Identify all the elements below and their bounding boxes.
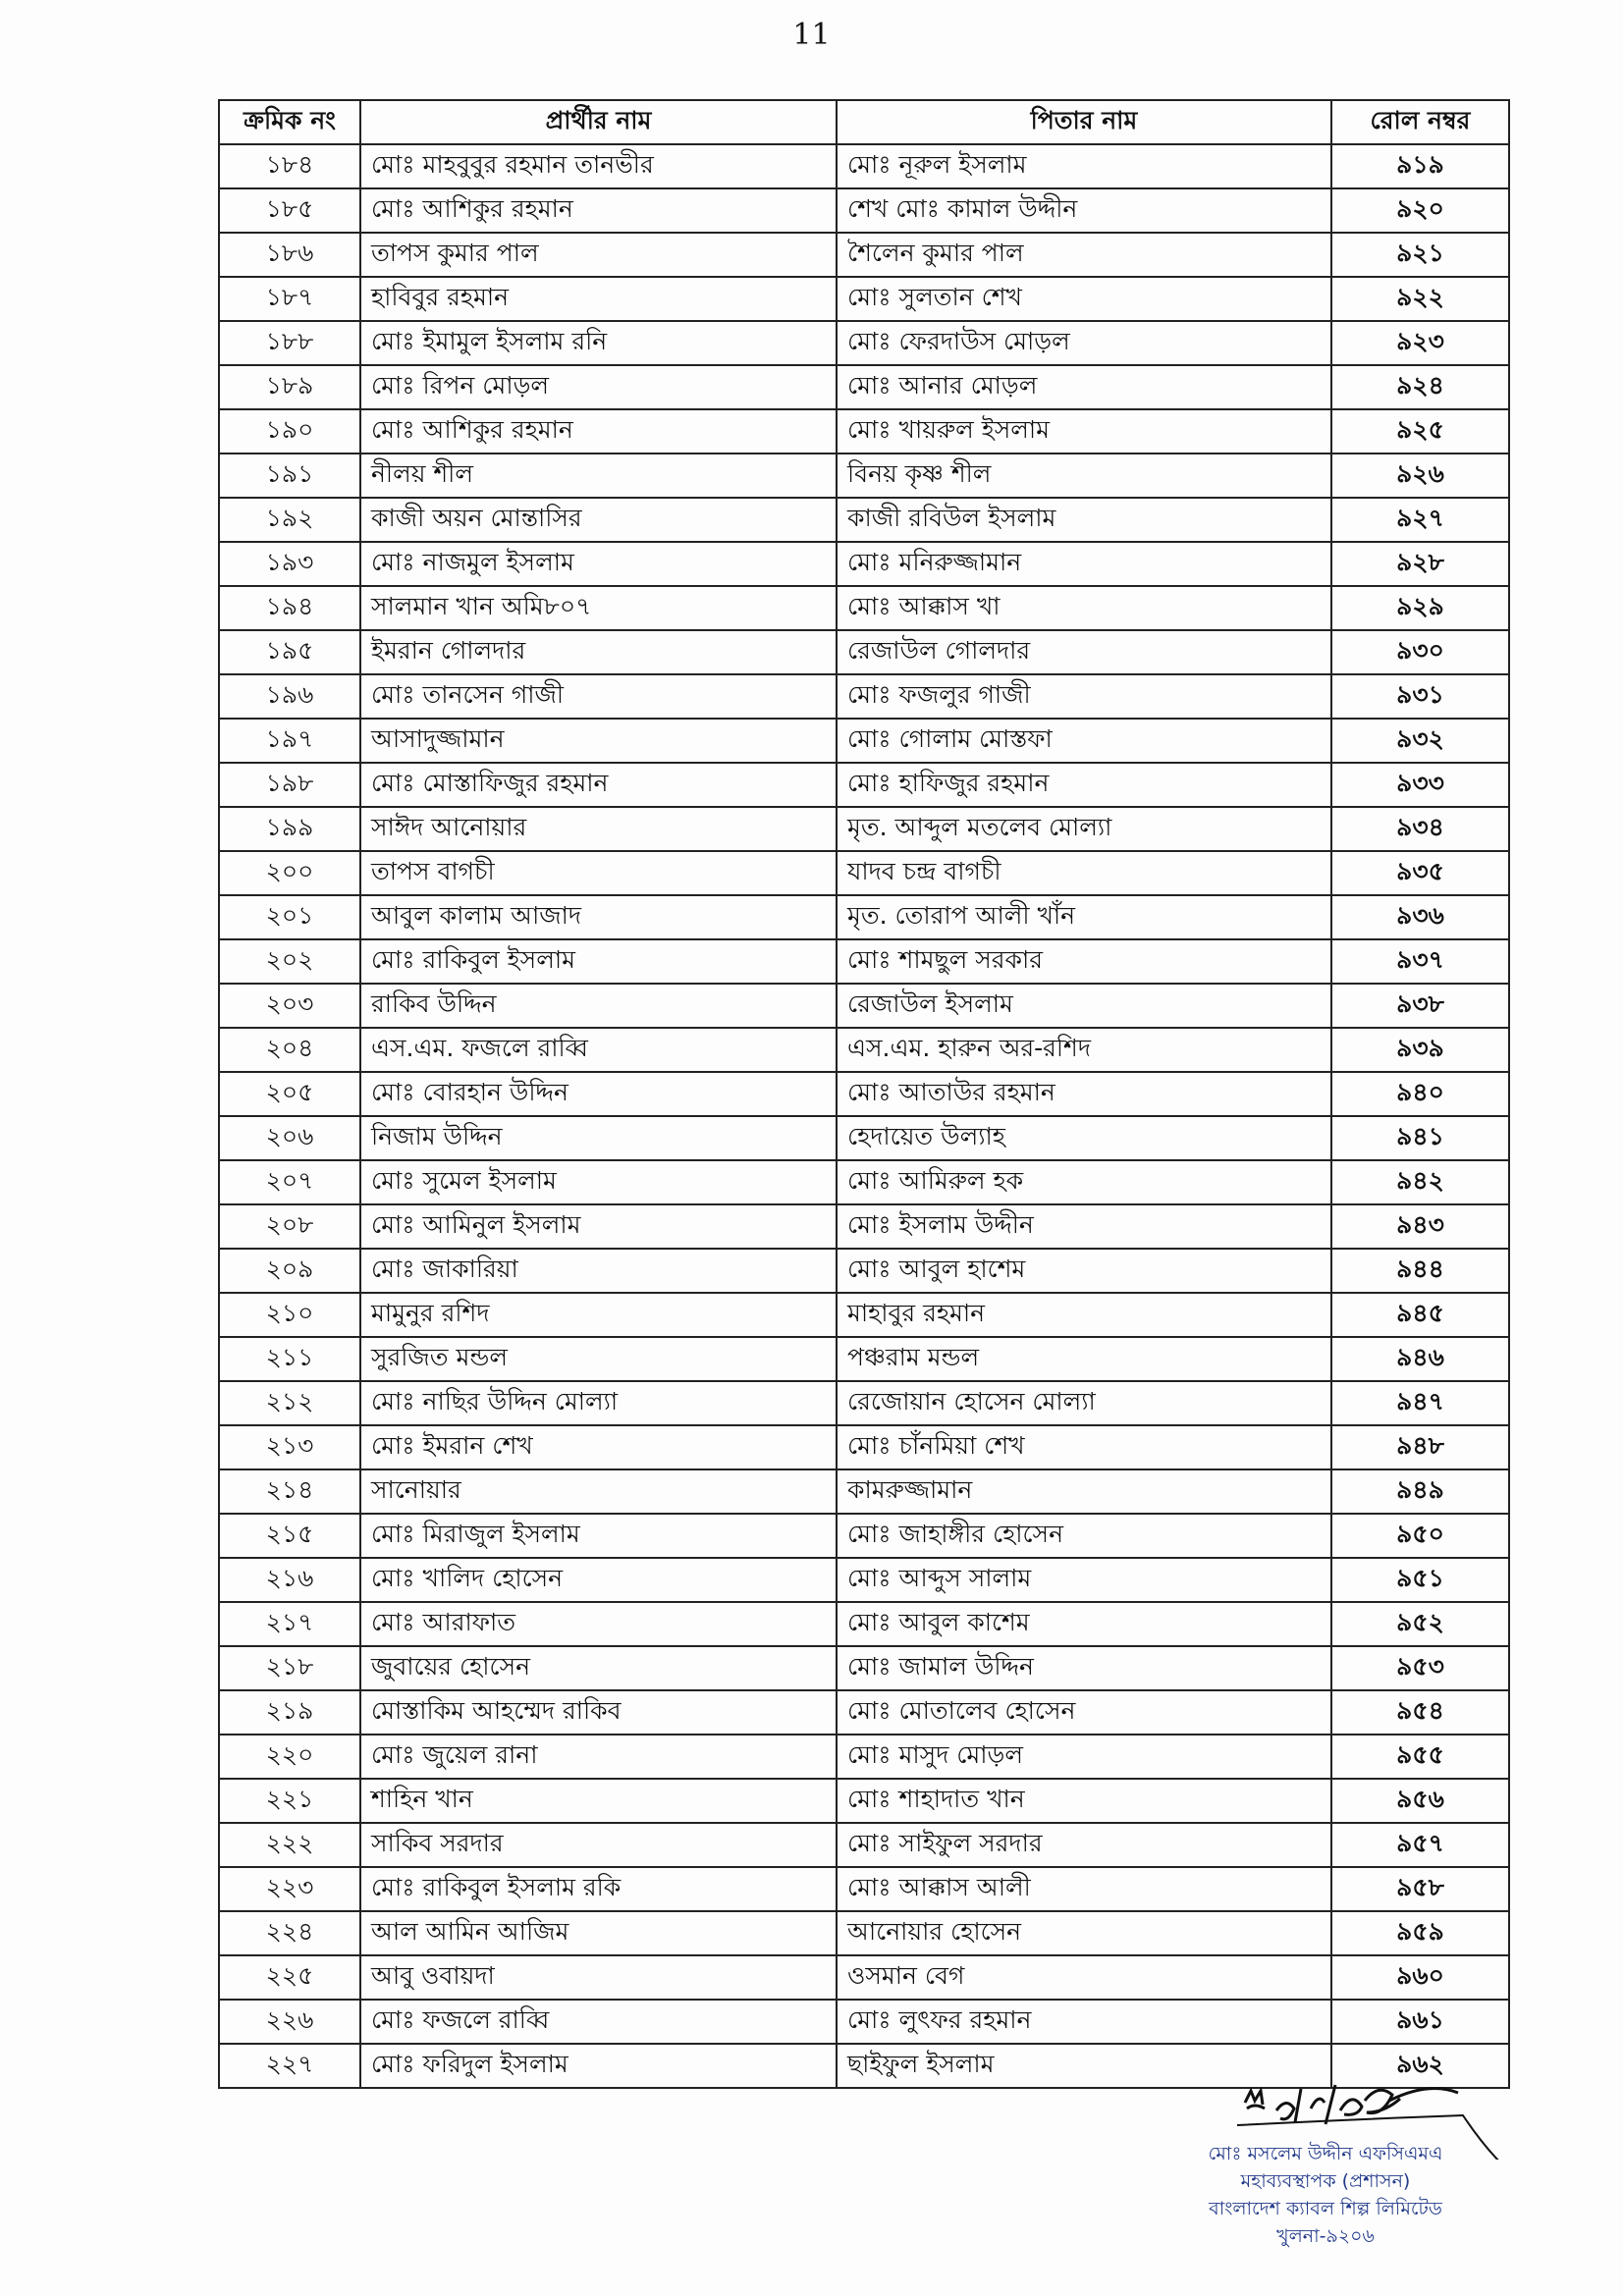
cell-father-name: শৈলেন কুমার পাল: [837, 233, 1331, 277]
cell-serial: ১৮৫: [219, 188, 360, 233]
cell-roll-number: ৯৪০: [1331, 1072, 1509, 1116]
cell-roll-number: ৯৫১: [1331, 1558, 1509, 1602]
cell-father-name: মাহাবুর রহমান: [837, 1293, 1331, 1337]
cell-serial: ২০৯: [219, 1249, 360, 1293]
cell-father-name: মোঃ সুলতান শেখ: [837, 277, 1331, 321]
cell-roll-number: ৯৪৫: [1331, 1293, 1509, 1337]
table-row: [219, 409, 1509, 454]
cell-serial: ১৯২: [219, 498, 360, 542]
cell-candidate-name: মোঃ আশিকুর রহমান: [360, 188, 837, 233]
table-row: [219, 763, 1509, 807]
cell-serial: ২০১: [219, 895, 360, 939]
table-row: [219, 1469, 1509, 1514]
cell-roll-number: ৯৫৩: [1331, 1646, 1509, 1690]
page-number: 11: [792, 18, 831, 52]
signature-block: [1129, 2071, 1542, 2277]
cell-candidate-name: মোঃ সুমেল ইসলাম: [360, 1160, 837, 1204]
table-body: [219, 144, 1509, 2088]
cell-serial: ২০৪: [219, 1028, 360, 1072]
cell-roll-number: ৯৩৭: [1331, 939, 1509, 984]
cell-roll-number: ৯৩৬: [1331, 895, 1509, 939]
cell-serial: ১৯৮: [219, 763, 360, 807]
cell-father-name: কামরুজ্জামান: [837, 1469, 1331, 1514]
cell-serial: ২১৬: [219, 1558, 360, 1602]
table-row: [219, 1514, 1509, 1558]
cell-father-name: ওসমান বেগ: [837, 1955, 1331, 2000]
cell-father-name: যাদব চন্দ্র বাগচী: [837, 851, 1331, 895]
cell-candidate-name: তাপস বাগচী: [360, 851, 837, 895]
cell-candidate-name: মোঃ আশিকুর রহমান: [360, 409, 837, 454]
cell-serial: ২২৪: [219, 1911, 360, 1955]
cell-candidate-name: মোঃ রিপন মোড়ল: [360, 365, 837, 409]
cell-roll-number: ৯৪৪: [1331, 1249, 1509, 1293]
cell-candidate-name: সাকিব সরদার: [360, 1823, 837, 1867]
stamp-designation: মহাব্যবস্থাপক (প্রশাসন): [1240, 2170, 1411, 2192]
cell-father-name: কাজী রবিউল ইসলাম: [837, 498, 1331, 542]
cell-candidate-name: মোঃ খালিদ হোসেন: [360, 1558, 837, 1602]
cell-serial: ২১৪: [219, 1469, 360, 1514]
cell-roll-number: ৯৪৩: [1331, 1204, 1509, 1249]
table-row: [219, 1867, 1509, 1911]
cell-candidate-name: কাজী অয়ন মোন্তাসির: [360, 498, 837, 542]
cell-roll-number: ৯৬০: [1331, 1955, 1509, 2000]
cell-roll-number: ৯৩৪: [1331, 807, 1509, 851]
cell-serial: ২০০: [219, 851, 360, 895]
cell-roll-number: ৯২০: [1331, 188, 1509, 233]
cell-father-name: মোঃ আতাউর রহমান: [837, 1072, 1331, 1116]
cell-father-name: মোঃ জাহাঙ্গীর হোসেন: [837, 1514, 1331, 1558]
cell-serial: ২২২: [219, 1823, 360, 1867]
cell-father-name: মোঃ আনার মোড়ল: [837, 365, 1331, 409]
table-row: [219, 1823, 1509, 1867]
cell-candidate-name: ইমরান গোলদার: [360, 630, 837, 674]
cell-father-name: মোঃ জামাল উদ্দিন: [837, 1646, 1331, 1690]
cell-roll-number: ৯২৩: [1331, 321, 1509, 365]
cell-candidate-name: শাহিন খান: [360, 1779, 837, 1823]
cell-father-name: মোঃ ফজলুর গাজী: [837, 674, 1331, 719]
cell-father-name: মোঃ শাহাদাত খান: [837, 1779, 1331, 1823]
cell-father-name: মোঃ হাফিজুর রহমান: [837, 763, 1331, 807]
table-row: [219, 851, 1509, 895]
cell-father-name: এস.এম. হারুন অর-রশিদ: [837, 1028, 1331, 1072]
cell-father-name: মোঃ মনিরুজ্জামান: [837, 542, 1331, 586]
cell-candidate-name: মোঃ মাহবুবুর রহমান তানভীর: [360, 144, 837, 188]
cell-candidate-name: রাকিব উদ্দিন: [360, 984, 837, 1028]
table-row: [219, 719, 1509, 763]
cell-roll-number: ৯৫৮: [1331, 1867, 1509, 1911]
cell-candidate-name: মোঃ মিরাজুল ইসলাম: [360, 1514, 837, 1558]
cell-candidate-name: মামুনুর রশিদ: [360, 1293, 837, 1337]
cell-serial: ১৯৭: [219, 719, 360, 763]
cell-serial: ২১১: [219, 1337, 360, 1381]
cell-father-name: মোঃ খায়রুল ইসলাম: [837, 409, 1331, 454]
cell-roll-number: ৯৩০: [1331, 630, 1509, 674]
table-row: [219, 807, 1509, 851]
table-header-row: [219, 100, 1509, 144]
cell-serial: ১৯১: [219, 454, 360, 498]
table-row: [219, 144, 1509, 188]
cell-candidate-name: মোঃ রাকিবুল ইসলাম: [360, 939, 837, 984]
table-row: [219, 1911, 1509, 1955]
cell-serial: ২২৫: [219, 1955, 360, 2000]
cell-serial: ১৯৩: [219, 542, 360, 586]
cell-father-name: মোঃ শামছুল সরকার: [837, 939, 1331, 984]
cell-roll-number: ৯৫৬: [1331, 1779, 1509, 1823]
table-row: [219, 984, 1509, 1028]
cell-serial: ২২১: [219, 1779, 360, 1823]
cell-candidate-name: মোঃ তানসেন গাজী: [360, 674, 837, 719]
table-row: [219, 1690, 1509, 1735]
cell-serial: ২১২: [219, 1381, 360, 1425]
table-row: [219, 630, 1509, 674]
table-row: [219, 1204, 1509, 1249]
cell-father-name: ছাইফুল ইসলাম: [837, 2044, 1331, 2088]
stamp-organization: বাংলাদেশ ক্যাবল শিল্প লিমিটেড: [1209, 2198, 1442, 2219]
table-row: [219, 1955, 1509, 2000]
cell-father-name: পঞ্চরাম মন্ডল: [837, 1337, 1331, 1381]
cell-father-name: মোঃ সাইফুল সরদার: [837, 1823, 1331, 1867]
table-row: [219, 233, 1509, 277]
cell-serial: ১৯০: [219, 409, 360, 454]
table-row: [219, 365, 1509, 409]
cell-candidate-name: মোস্তাকিম আহম্মেদ রাকিব: [360, 1690, 837, 1735]
cell-candidate-name: মোঃ আরাফাত: [360, 1602, 837, 1646]
table-row: [219, 1028, 1509, 1072]
cell-candidate-name: তাপস কুমার পাল: [360, 233, 837, 277]
cell-roll-number: ৯৪৭: [1331, 1381, 1509, 1425]
cell-serial: ২২৩: [219, 1867, 360, 1911]
cell-serial: ২২০: [219, 1735, 360, 1779]
table-row: [219, 1072, 1509, 1116]
cell-roll-number: ৯২৫: [1331, 409, 1509, 454]
cell-roll-number: ৯৪৬: [1331, 1337, 1509, 1381]
cell-candidate-name: মোঃ আমিনুল ইসলাম: [360, 1204, 837, 1249]
table-row: [219, 1293, 1509, 1337]
cell-roll-number: ৯৫৯: [1331, 1911, 1509, 1955]
cell-roll-number: ৯৩৮: [1331, 984, 1509, 1028]
cell-father-name: মোঃ ইসলাম উদ্দীন: [837, 1204, 1331, 1249]
cell-candidate-name: জুবায়ের হোসেন: [360, 1646, 837, 1690]
cell-father-name: শেখ মোঃ কামাল উদ্দীন: [837, 188, 1331, 233]
cell-candidate-name: মোঃ বোরহান উদ্দিন: [360, 1072, 837, 1116]
cell-roll-number: ৯৩৫: [1331, 851, 1509, 895]
table-row: [219, 1602, 1509, 1646]
cell-father-name: মোঃ আক্কাস খা: [837, 586, 1331, 630]
cell-father-name: মোঃ গোলাম মোস্তফা: [837, 719, 1331, 763]
cell-candidate-name: হাবিবুর রহমান: [360, 277, 837, 321]
cell-serial: ১৯৯: [219, 807, 360, 851]
cell-roll-number: ৯৩২: [1331, 719, 1509, 763]
cell-candidate-name: মোঃ ফরিদুল ইসলাম: [360, 2044, 837, 2088]
cell-candidate-name: মোঃ ইমরান শেখ: [360, 1425, 837, 1469]
cell-roll-number: ৯৩৯: [1331, 1028, 1509, 1072]
table-row: [219, 1558, 1509, 1602]
cell-serial: ১৯৪: [219, 586, 360, 630]
cell-serial: ১৮৬: [219, 233, 360, 277]
cell-father-name: মোঃ আবুল হাশেম: [837, 1249, 1331, 1293]
cell-father-name: মোঃ আক্কাস আলী: [837, 1867, 1331, 1911]
table-row: [219, 2000, 1509, 2044]
table-row: [219, 454, 1509, 498]
cell-serial: ১৮৭: [219, 277, 360, 321]
cell-father-name: মৃত. তোরাপ আলী খাঁন: [837, 895, 1331, 939]
table-row: [219, 939, 1509, 984]
stamp-location: খুলনা-৯২০৬: [1276, 2225, 1375, 2247]
cell-candidate-name: আবুল কালাম আজাদ: [360, 895, 837, 939]
cell-father-name: বিনয় কৃষ্ণ শীল: [837, 454, 1331, 498]
cell-serial: ২০৫: [219, 1072, 360, 1116]
table-row: [219, 1779, 1509, 1823]
cell-serial: ২১০: [219, 1293, 360, 1337]
header-roll-number: রোল নম্বর: [1331, 100, 1509, 144]
table-row: [219, 674, 1509, 719]
cell-father-name: রেজোয়ান হোসেন মোল্যা: [837, 1381, 1331, 1425]
cell-candidate-name: সানোয়ার: [360, 1469, 837, 1514]
cell-candidate-name: মোঃ নাছির উদ্দিন মোল্যা: [360, 1381, 837, 1425]
cell-roll-number: ৯২৮: [1331, 542, 1509, 586]
cell-roll-number: ৯২২: [1331, 277, 1509, 321]
table-row: [219, 895, 1509, 939]
table-row: [219, 1249, 1509, 1293]
table-row: [219, 277, 1509, 321]
cell-father-name: মোঃ চাঁনমিয়া শেখ: [837, 1425, 1331, 1469]
cell-serial: ১৮৯: [219, 365, 360, 409]
cell-serial: ২২৬: [219, 2000, 360, 2044]
cell-roll-number: ৯৬১: [1331, 2000, 1509, 2044]
cell-candidate-name: মোঃ ফজলে রাব্বি: [360, 2000, 837, 2044]
table-row: [219, 498, 1509, 542]
cell-serial: ২১৫: [219, 1514, 360, 1558]
cell-serial: ২১৭: [219, 1602, 360, 1646]
cell-serial: ১৮৪: [219, 144, 360, 188]
cell-roll-number: ৯১৯: [1331, 144, 1509, 188]
table-row: [219, 321, 1509, 365]
cell-serial: ২০৬: [219, 1116, 360, 1160]
cell-roll-number: ৯৪১: [1331, 1116, 1509, 1160]
table-row: [219, 586, 1509, 630]
table-row: [219, 1735, 1509, 1779]
cell-father-name: মোঃ আব্দুস সালাম: [837, 1558, 1331, 1602]
cell-candidate-name: নিজাম উদ্দিন: [360, 1116, 837, 1160]
table-row: [219, 542, 1509, 586]
cell-father-name: রেজাউল গোলদার: [837, 630, 1331, 674]
cell-serial: ২১৯: [219, 1690, 360, 1735]
cell-father-name: মোঃ ফেরদাউস মোড়ল: [837, 321, 1331, 365]
cell-roll-number: ৯৬২: [1331, 2044, 1509, 2088]
cell-serial: ২২৭: [219, 2044, 360, 2088]
cell-roll-number: ৯৫৭: [1331, 1823, 1509, 1867]
cell-roll-number: ৯২৬: [1331, 454, 1509, 498]
cell-serial: ২০২: [219, 939, 360, 984]
header-father-name: পিতার নাম: [837, 100, 1331, 144]
cell-candidate-name: আসাদুজ্জামান: [360, 719, 837, 763]
cell-serial: ১৯৬: [219, 674, 360, 719]
table-row: [219, 1381, 1509, 1425]
cell-serial: ২১৮: [219, 1646, 360, 1690]
cell-roll-number: ৯২১: [1331, 233, 1509, 277]
cell-father-name: মোঃ আবুল কাশেম: [837, 1602, 1331, 1646]
cell-candidate-name: আবু ওবায়দা: [360, 1955, 837, 2000]
cell-father-name: আনোয়ার হোসেন: [837, 1911, 1331, 1955]
cell-roll-number: ৯৫০: [1331, 1514, 1509, 1558]
cell-roll-number: ৯২৪: [1331, 365, 1509, 409]
table-row: [219, 1160, 1509, 1204]
cell-candidate-name: মোঃ ইমামুল ইসলাম রনি: [360, 321, 837, 365]
cell-candidate-name: সাঈদ আনোয়ার: [360, 807, 837, 851]
cell-father-name: হেদায়েত উল্যাহ: [837, 1116, 1331, 1160]
cell-candidate-name: মোঃ জাকারিয়া: [360, 1249, 837, 1293]
cell-father-name: মোঃ লুৎফর রহমান: [837, 2000, 1331, 2044]
cell-roll-number: ৯৫৫: [1331, 1735, 1509, 1779]
cell-candidate-name: মোঃ জুয়েল রানা: [360, 1735, 837, 1779]
table-row: [219, 1116, 1509, 1160]
cell-roll-number: ৯৪৯: [1331, 1469, 1509, 1514]
cell-serial: ২০৩: [219, 984, 360, 1028]
cell-roll-number: ৯৫৪: [1331, 1690, 1509, 1735]
cell-father-name: মোঃ মাসুদ মোড়ল: [837, 1735, 1331, 1779]
cell-father-name: মোঃ আমিরুল হক: [837, 1160, 1331, 1204]
cell-father-name: রেজাউল ইসলাম: [837, 984, 1331, 1028]
cell-serial: ১৯৫: [219, 630, 360, 674]
cell-serial: ২১৩: [219, 1425, 360, 1469]
candidate-roster-table: [218, 99, 1510, 2089]
cell-roll-number: ৯২৭: [1331, 498, 1509, 542]
cell-roll-number: ৯৩১: [1331, 674, 1509, 719]
cell-candidate-name: মোঃ মোস্তাফিজুর রহমান: [360, 763, 837, 807]
header-serial: ক্রমিক নং: [219, 100, 360, 144]
cell-roll-number: ৯৫২: [1331, 1602, 1509, 1646]
cell-candidate-name: নীলয় শীল: [360, 454, 837, 498]
cell-serial: ২০৭: [219, 1160, 360, 1204]
cell-roll-number: ৯২৯: [1331, 586, 1509, 630]
cell-father-name: মোঃ নূরুল ইসলাম: [837, 144, 1331, 188]
table-row: [219, 188, 1509, 233]
cell-roll-number: ৯৪২: [1331, 1160, 1509, 1204]
cell-candidate-name: এস.এম. ফজলে রাব্বি: [360, 1028, 837, 1072]
cell-candidate-name: সুরজিত মন্ডল: [360, 1337, 837, 1381]
table-row: [219, 1646, 1509, 1690]
cell-father-name: মৃত. আব্দুল মতলেব মোল্যা: [837, 807, 1331, 851]
table-row: [219, 1337, 1509, 1381]
header-candidate-name: প্রার্থীর নাম: [360, 100, 837, 144]
cell-roll-number: ৯৪৮: [1331, 1425, 1509, 1469]
cell-serial: ২০৮: [219, 1204, 360, 1249]
stamp-name: মোঃ মসলেম উদ্দীন এফসিএমএ: [1208, 2143, 1443, 2164]
cell-father-name: মোঃ মোতালেব হোসেন: [837, 1690, 1331, 1735]
table-row: [219, 1425, 1509, 1469]
cell-candidate-name: আল আমিন আজিম: [360, 1911, 837, 1955]
cell-roll-number: ৯৩৩: [1331, 763, 1509, 807]
cell-candidate-name: মোঃ রাকিবুল ইসলাম রকি: [360, 1867, 837, 1911]
cell-candidate-name: মোঃ নাজমুল ইসলাম: [360, 542, 837, 586]
cell-candidate-name: সালমান খান অমি৮০৭: [360, 586, 837, 630]
cell-serial: ১৮৮: [219, 321, 360, 365]
